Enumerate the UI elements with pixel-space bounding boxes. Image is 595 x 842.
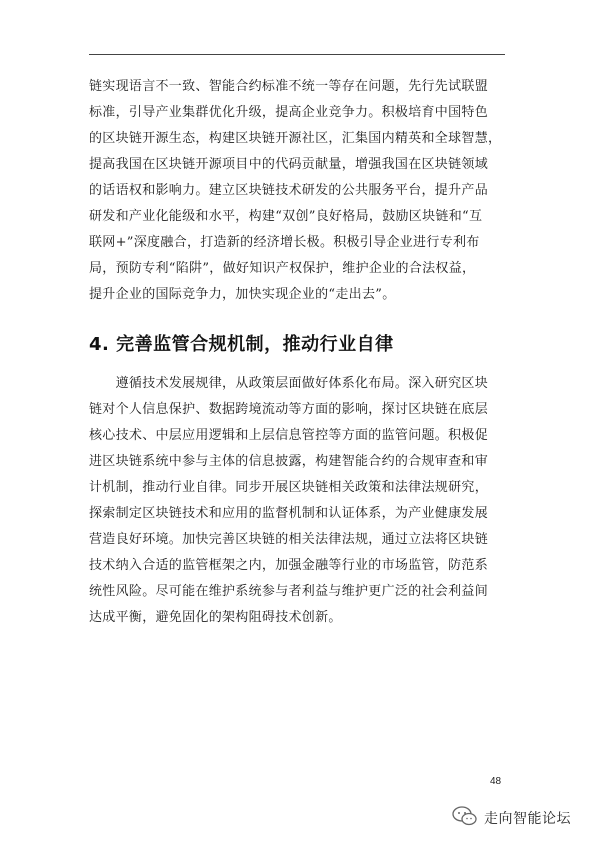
text-line: 核心技术、中层应用逻辑和上层信息管控等方面的监管问题。积极促 — [89, 428, 489, 443]
text-line: 提高我国在区块链开源项目中的代码贡献量，增强我国在区块链领域 — [89, 157, 489, 172]
text-line: 遵循技术发展规律，从政策层面做好体系化布局。深入研究区块 — [89, 376, 489, 391]
text-line: 达成平衡，避免固化的架构阻碍技术创新。 — [89, 610, 342, 625]
wechat-icon — [452, 806, 478, 830]
brand-name: 走向智能论坛 — [484, 811, 571, 827]
text-line: 的区块链开源生态，构建区块链开源社区，汇集国内精英和全球智慧， — [89, 131, 502, 146]
text-line: 的话语权和影响力。建立区块链技术研发的公共服务平台，提升产品 — [89, 183, 489, 198]
paragraph-1 — [89, 74, 507, 308]
page-number: 48 — [490, 776, 502, 787]
text-line: 联网+”深度融合，打造新的经济增长极。积极引导企业进行专利布 — [89, 235, 480, 250]
text-line: 技术纳入合适的监管框架之内，加强金融等行业的市场监管，防范系 — [89, 558, 489, 573]
text-line: 链实现语言不一致、智能合约标准不统一等存在问题，先行先试联盟 — [89, 79, 489, 94]
text-line: 营造良好环境。加快完善区块链的相关法律法规，通过立法将区块链 — [89, 532, 489, 547]
text-line: 链对个人信息保护、数据跨境流动等方面的影响，探讨区块链在底层 — [89, 402, 489, 417]
footer-brand — [452, 806, 571, 830]
text-line: 标准，引导产业集群优化升级，提高企业竞争力。积极培育中国特色 — [89, 105, 489, 120]
paragraph-2 — [89, 371, 507, 631]
text-line: 计机制，推动行业自律。同步开展区块链相关政策和法律法规研究， — [89, 480, 489, 495]
section-heading: 4. 完善监管合规机制，推动行业自律 — [89, 334, 394, 355]
text-line: 提升企业的国际竞争力，加快实现企业的“走出去”。 — [89, 287, 396, 302]
text-line: 进区块链系统中参与主体的信息披露，构建智能合约的合规审查和审 — [89, 454, 489, 469]
text-line: 统性风险。尽可能在维护系统参与者利益与维护更广泛的社会利益间 — [89, 584, 489, 599]
text-line: 探索制定区块链技术和应用的监督机制和认证体系，为产业健康发展 — [89, 506, 489, 521]
header-rule — [89, 54, 505, 55]
text-line: 局，预防专利“陷阱”，做好知识产权保护，维护企业的合法权益， — [89, 261, 476, 276]
text-line: 研发和产业化能级和水平，构建“双创”良好格局，鼓励区块链和“互 — [89, 209, 483, 224]
